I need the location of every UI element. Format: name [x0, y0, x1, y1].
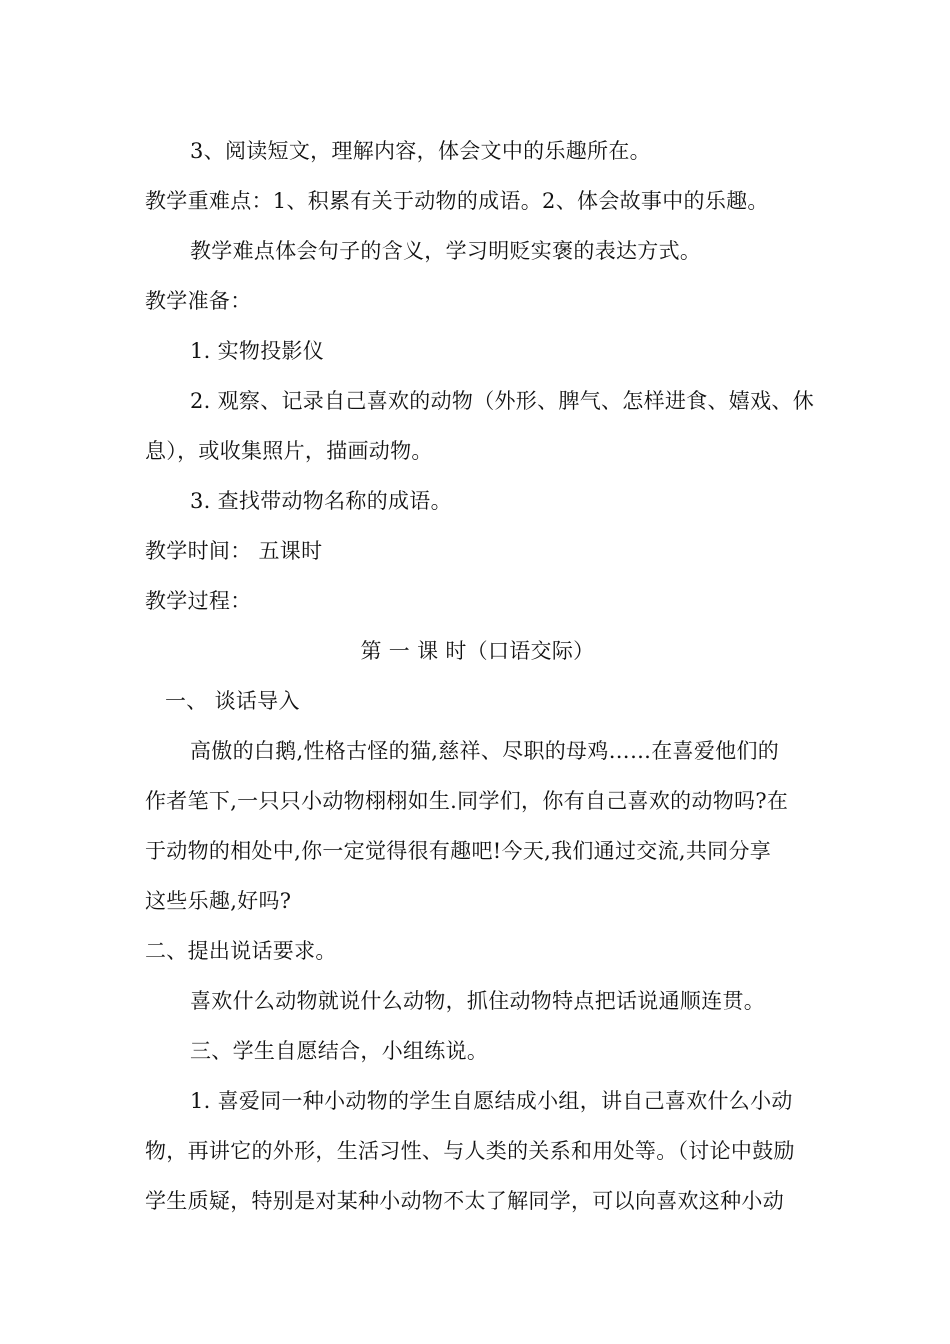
section-3-item-1-line-2: 物，再讲它的外形，生活习性、与人类的关系和用处等。（讨论中鼓励 [145, 1139, 795, 1163]
intro-paragraph-line-1: 高傲的白鹅,性格古怪的猫,慈祥、尽职的母鸡……在喜爱他们的 [190, 739, 780, 763]
difficulty-text: 教学难点体会句子的含义，学习明贬实褒的表达方式。 [190, 239, 702, 263]
preparation-item-2-cont: 息），或收集照片，描画动物。 [145, 439, 433, 463]
objective-item-3: 3、阅读短文，理解内容，体会文中的乐趣所在。 [190, 139, 651, 163]
section-3-item-1-line-3: 学生质疑，特别是对某种小动物不太了解同学，可以向喜欢这种小动 [145, 1189, 784, 1213]
intro-paragraph-line-4: 这些乐趣,好吗? [145, 889, 292, 913]
key-difficulty-heading: 教学重难点：1、积累有关于动物的成语。2、体会故事中的乐趣。 [145, 189, 769, 213]
lesson-title: 第 一 课 时（口语交际） [360, 639, 595, 663]
section-2-heading: 二、提出说话要求。 [145, 939, 337, 963]
section-2-text: 喜欢什么动物就说什么动物，抓住动物特点把话说通顺连贯。 [190, 989, 766, 1013]
intro-paragraph-line-3: 于动物的相处中,你一定觉得很有趣吧!今天,我们通过交流,共同分享 [145, 839, 772, 863]
section-1-heading: 一、 谈话导入 [165, 689, 300, 713]
section-3-heading: 三、学生自愿结合，小组练说。 [190, 1039, 489, 1063]
intro-paragraph-line-2: 作者笔下,一只只小动物栩栩如生.同学们，你有自己喜欢的动物吗?在 [145, 789, 789, 813]
time-heading: 教学时间： 五课时 [145, 539, 323, 563]
preparation-item-2: 2. 观察、记录自己喜欢的动物（外形、脾气、怎样进食、嬉戏、休 [190, 389, 815, 413]
preparation-item-1: 1. 实物投影仪 [190, 339, 325, 363]
preparation-item-3: 3. 查找带动物名称的成语。 [190, 489, 452, 513]
preparation-heading: 教学准备： [145, 289, 252, 313]
process-heading: 教学过程： [145, 589, 252, 613]
section-3-item-1-line-1: 1. 喜爱同一种小动物的学生自愿结成小组，讲自己喜欢什么小动 [190, 1089, 793, 1113]
